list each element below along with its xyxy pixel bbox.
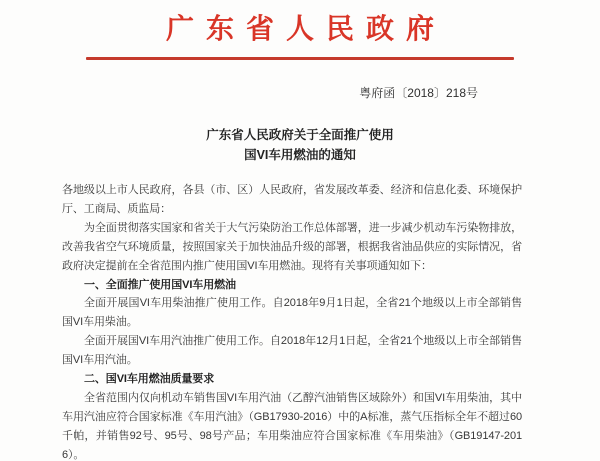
- document-number: 粤府函〔2018〕218号: [359, 86, 478, 100]
- section-2-paragraph-1: 全省范围内仅向机动车销售国VI车用汽油（乙醇汽油销售区域除外）和国VI车用柴油，其中车用汽油应符合国家标准《车用汽油》（GB17930-2016）中的A标准，蒸气压指标全年不超过60千帕，并销售92号、95号、98号产品；车用柴油应符合国家标准《车用柴油》（GB19147-2016）。: [62, 391, 522, 461]
- document-title-line2: 国VI车用燃油的通知: [244, 148, 356, 162]
- section-1-heading: 一、全面推广使用国VI车用燃油: [84, 278, 236, 291]
- section-2-heading: 二、国VI车用燃油质量要求: [84, 373, 215, 386]
- masthead-title: 广东省人民政府: [165, 14, 446, 45]
- section-1-paragraph-1: 全面开展国VI车用柴油推广使用工作。自2018年9月1日起，全省21个地级以上市全部销售国VI车用柴油。: [62, 297, 522, 329]
- document-title: [0, 125, 600, 165]
- addressee-paragraph: 各地级以上市人民政府，各县（市、区）人民政府，省发展改革委、经济和信息化委、环境保护厅、工商局、质监局：: [62, 184, 522, 215]
- section-1-paragraph-2: 全面开展国VI车用汽油推广使用工作。自2018年12月1日起，全省21个地级以上市全部销售国VI车用汽油。: [62, 335, 522, 367]
- masthead-divider-rule: [86, 57, 514, 60]
- intro-paragraph: 为全面贯彻落实国家和省关于大气污染防治工作总体部署，进一步减少机动车污染物排放，改善我省空气环境质量，按照国家关于加快油品升级的部署，根据我省油品供应的实际情况，省政府决定提前在全省范围内推广使用国VI车用燃油。现将有关事项通知如下：: [62, 221, 522, 272]
- document-title-line1: 广东省人民政府关于全面推广使用: [206, 128, 394, 142]
- document-body: [62, 181, 522, 461]
